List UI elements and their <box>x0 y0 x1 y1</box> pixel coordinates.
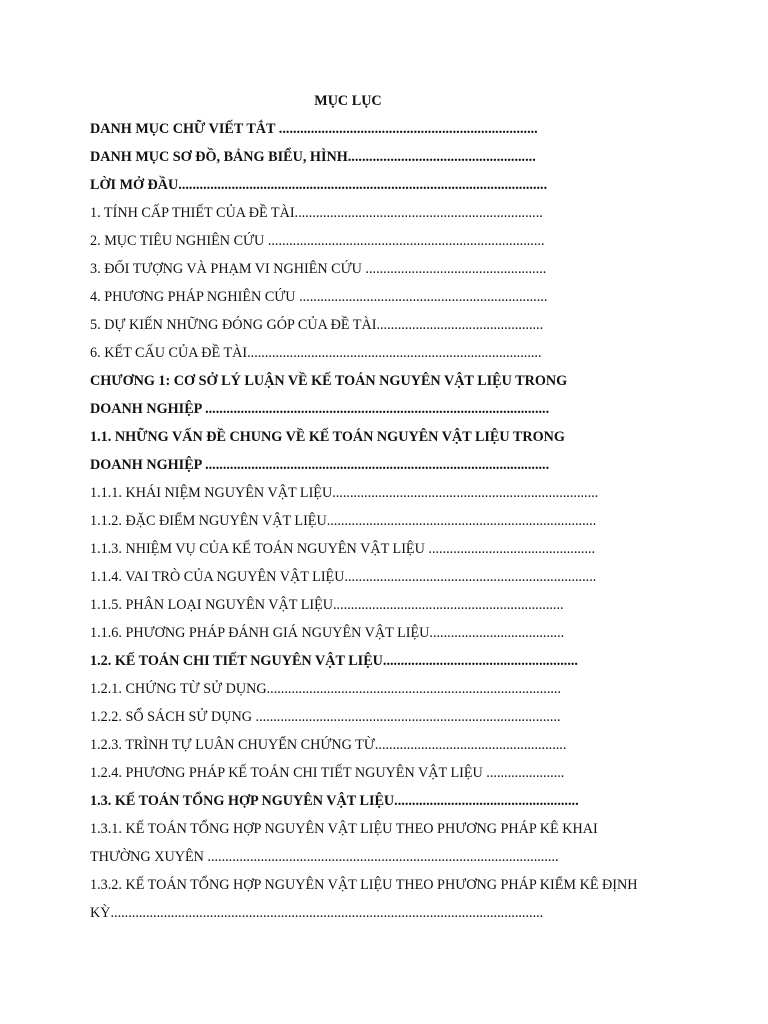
toc-entry: DANH MỤC SƠ ĐỒ, BẢNG BIỂU, HÌNH..................................................... <box>90 149 536 165</box>
toc-entry: 4. PHƯƠNG PHÁP NGHIÊN CỨU ...................................................................... <box>90 289 548 305</box>
toc-entry: 3. ĐỐI TƯỢNG VÀ PHẠM VI NGHIÊN CỨU ................................................... <box>90 261 547 277</box>
toc-entry: KỲ.......................................................................................................................... <box>90 905 544 921</box>
toc-entry: 1.2.4. PHƯƠNG PHÁP KẾ TOÁN CHI TIẾT NGUYÊN VẬT LIỆU ...................... <box>90 765 565 781</box>
toc-entry: 1.2.2. SỔ SÁCH SỬ DỤNG ...................................................................................... <box>90 709 561 725</box>
toc-entry: CHƯƠNG 1: CƠ SỞ LÝ LUẬN VỀ KẾ TOÁN NGUYÊN VẬT LIỆU TRONG <box>90 373 568 389</box>
toc-entry: DOANH NGHIỆP ................................................................................................. <box>90 457 550 473</box>
toc-entry: DANH MỤC CHỮ VIẾT TẮT ......................................................................... <box>90 121 538 137</box>
table-of-contents <box>90 119 638 931</box>
toc-entry: 1. TÍNH CẤP THIẾT CỦA ĐỀ TÀI...................................................................... <box>90 205 543 221</box>
toc-entry: 1.3.2. KẾ TOÁN TỔNG HỢP NGUYÊN VẬT LIỆU THEO PHƯƠNG PHÁP KIỂM KÊ ĐỊNH <box>90 877 638 893</box>
toc-entry: 1.3. KẾ TOÁN TỔNG HỢP NGUYÊN VẬT LIỆU.................................................... <box>90 793 579 809</box>
toc-entry: 5. DỰ KIẾN NHỮNG ĐÓNG GÓP CỦA ĐỀ TÀI............................................... <box>90 317 544 333</box>
toc-entry: 1.1.4. VAI TRÒ CỦA NGUYÊN VẬT LIỆU....................................................................... <box>90 569 597 585</box>
toc-entry: 1.1. NHỮNG VẤN ĐỀ CHUNG VỀ KẾ TOÁN NGUYÊN VẬT LIỆU TRONG <box>90 429 565 445</box>
toc-entry: 1.2.3. TRÌNH TỰ LUÂN CHUYỂN CHỨNG TỪ...................................................... <box>90 737 567 753</box>
toc-entry: 1.3.1. KẾ TOÁN TỔNG HỢP NGUYÊN VẬT LIỆU THEO PHƯƠNG PHÁP KÊ KHAI <box>90 821 598 837</box>
toc-entry: 6. KẾT CẤU CỦA ĐỀ TÀI................................................................................... <box>90 345 542 361</box>
toc-entry: 1.1.3. NHIỆM VỤ CỦA KẾ TOÁN NGUYÊN VẬT LIỆU ............................................... <box>90 541 596 557</box>
toc-entry: THƯỜNG XUYÊN ................................................................................................... <box>90 849 559 865</box>
toc-entry: 1.2.1. CHỨNG TỪ SỬ DỤNG................................................................................... <box>90 681 562 697</box>
toc-entry: 2. MỤC TIÊU NGHIÊN CỨU .............................................................................. <box>90 233 545 249</box>
toc-entry: 1.1.2. ĐẶC ĐIỂM NGUYÊN VẬT LIỆU............................................................................ <box>90 513 597 529</box>
toc-entry: 1.1.1. KHÁI NIỆM NGUYÊN VẬT LIỆU........................................................................... <box>90 485 599 501</box>
toc-entry: LỜI MỞ ĐẦU........................................................................................................ <box>90 177 548 193</box>
toc-entry: 1.2. KẾ TOÁN CHI TIẾT NGUYÊN VẬT LIỆU....................................................... <box>90 653 578 669</box>
toc-entry: 1.1.6. PHƯƠNG PHÁP ĐÁNH GIÁ NGUYÊN VẬT LIỆU...................................... <box>90 625 565 641</box>
toc-entry: DOANH NGHIỆP ................................................................................................. <box>90 401 550 417</box>
toc-entry: 1.1.5. PHÂN LOẠI NGUYÊN VẬT LIỆU................................................................. <box>90 597 564 613</box>
toc-title: MỤC LỤC <box>314 93 382 109</box>
